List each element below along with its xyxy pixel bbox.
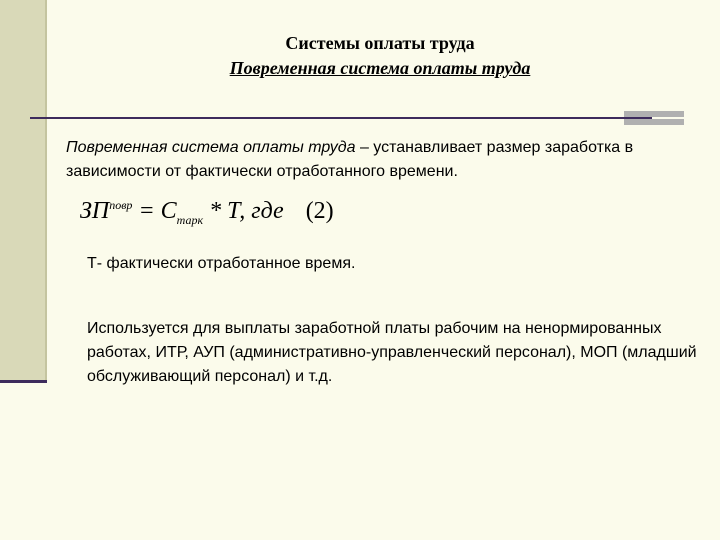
- slide-subtitle: Повременная система оплаты труда: [229, 58, 531, 78]
- formula-equals-rate: = С: [132, 198, 177, 224]
- left-decorative-bar: [0, 0, 47, 383]
- usage-paragraph: Используется для выплаты заработной платы рабочим на ненормированных работах, ИТР, АУП (административно-управленческий персонал), МОП (младший обслуживающий персонал) и т.д.: [87, 320, 697, 385]
- header-divider: [30, 117, 652, 119]
- formula-lhs: ЗП: [80, 198, 110, 224]
- definition-text: – устанавливает размер заработка в зависимости от фактически отработанного времени.: [66, 139, 634, 180]
- formula-rate-subscript: тарк: [176, 212, 204, 227]
- definition-term: Повременная система оплаты труда: [66, 139, 356, 156]
- salary-formula: [80, 198, 334, 234]
- definition-paragraph: [66, 136, 666, 184]
- formula-rest: * Т, где: [203, 198, 284, 224]
- formula-lhs-superscript: повр: [109, 198, 133, 212]
- t-variable-description: Т- фактически отработанное время.: [87, 255, 356, 272]
- slide-title: Системы оплаты труда: [285, 33, 475, 53]
- formula-number: (2): [305, 198, 334, 224]
- divider-accent-top: [624, 111, 684, 117]
- divider-accent-bottom: [624, 119, 684, 125]
- left-bar-underline: [0, 380, 47, 383]
